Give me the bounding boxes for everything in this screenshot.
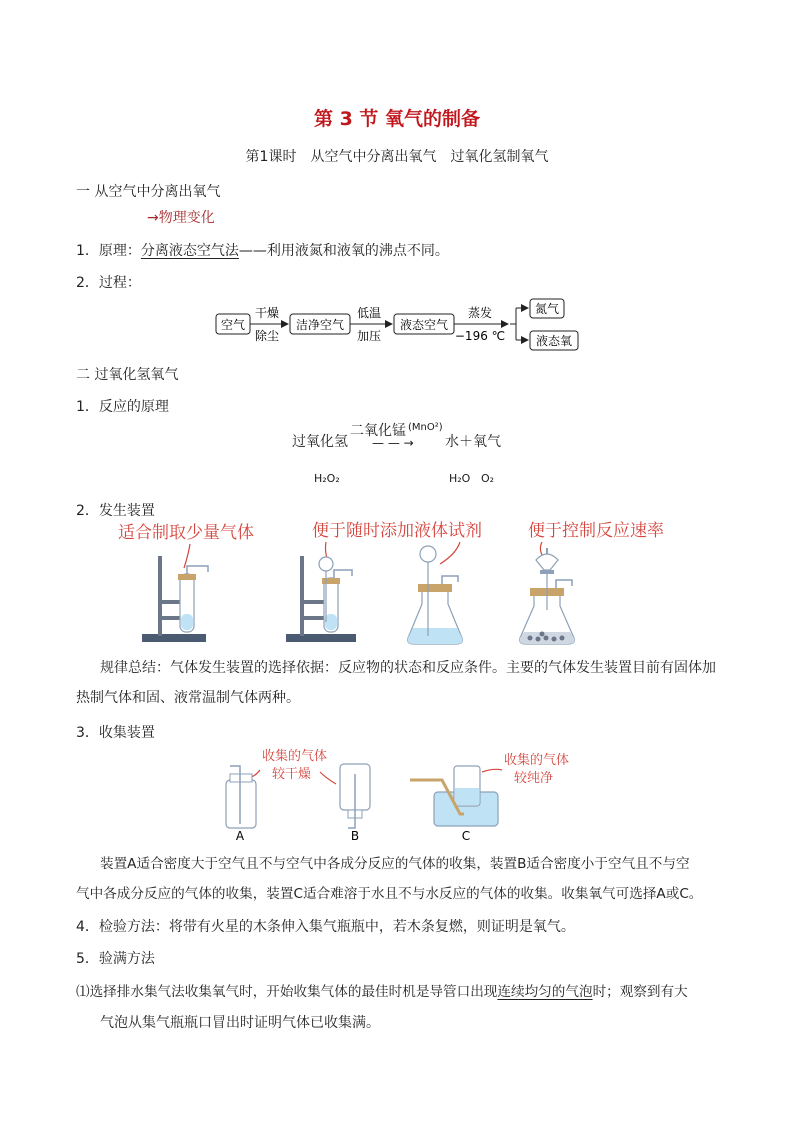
summary-line-2: 热制气体和固、液常温制气体两种。: [76, 690, 300, 706]
apparatus-2-funnel-tube: [286, 556, 356, 642]
reaction-catalyst-formula: (MnO²): [408, 422, 443, 433]
principle-num: 1．: [76, 243, 99, 259]
full-check-line-1: [76, 980, 688, 1000]
summary-line-1: 规律总结：气体发生装置的选择依据：反应物的状态和反应条件。主要的气体发生装置目前有固体加: [100, 660, 716, 676]
formula-o2: O₂: [481, 472, 495, 485]
collection-apparatus-figure: [210, 744, 590, 844]
reaction-arrow: — — →: [372, 436, 414, 450]
collect-label: 3．收集装置: [76, 725, 155, 741]
principle-method: 分离液态空气法: [140, 243, 239, 259]
apparatus-4-separatory-flask: [520, 548, 575, 644]
principle-line: [76, 240, 449, 260]
generation-apparatus-figure: [110, 514, 710, 650]
apparatus-note-2: 便于随时添加液体试剂: [312, 521, 482, 541]
reaction-catalyst: 二氧化锰: [350, 423, 406, 439]
full-check-pre: ⑴选择排水集气法收集氧气时，开始收集气体的最佳时机是导管口出现: [76, 984, 498, 1000]
physical-change-annotation: →物理变化: [147, 210, 215, 226]
collect-label-c: C: [461, 829, 471, 843]
flow-step2-top: 低温: [356, 306, 382, 320]
test-method: 4．检验方法：将带有火星的木条伸入集气瓶瓶中，若木条复燃，则证明是氧气。: [76, 919, 575, 935]
principle-rest: ——利用液氮和液氧的沸点不同。: [238, 243, 449, 259]
process-flow-diagram: [212, 296, 592, 354]
collect-desc-line-1: 装置A适合密度大于空气且不与空气中各成分反应的气体的收集，装置B适合密度小于空气且不与空: [100, 856, 690, 872]
reaction-reactant: 过氧化氢: [292, 434, 348, 450]
flow-liquid-oxygen: 液态氧: [535, 334, 573, 348]
collect-apparatus-b: [340, 764, 370, 828]
note-2b-pointer: [440, 542, 460, 564]
apparatus-3-conical-flask: [408, 546, 463, 644]
apparatus-note-1: 适合制取少量气体: [118, 523, 254, 543]
formula-h2o: H₂O: [449, 472, 471, 485]
flow-step1-top: 干燥: [254, 306, 280, 320]
full-check-label: 5．验满方法: [76, 951, 155, 967]
section1-heading: 一 从空气中分离出氧气: [76, 184, 221, 200]
collect-label-b: B: [350, 829, 360, 843]
collect-note-1-pointer-b: [320, 772, 336, 784]
full-check-line-2: 气泡从集气瓶瓶口冒出时证明气体已收集满。: [100, 1015, 380, 1031]
flow-step2-bottom: 加压: [356, 329, 382, 343]
collect-note-2-line1: 收集的气体: [504, 753, 570, 768]
apparatus-1-test-tube: [142, 556, 208, 642]
flow-step3-top: 蒸发: [467, 306, 493, 320]
reaction-label: 1．反应的原理: [76, 399, 169, 415]
flow-liquid-air: 液态空气: [399, 318, 449, 332]
collect-apparatus-a: [226, 766, 256, 828]
collect-note-2-pointer: [482, 769, 502, 772]
collect-desc-line-2: 气中各成分反应的气体的收集，装置C适合难溶于水且不与水反应的气体的收集。收集氧气可选择A或C。: [76, 886, 703, 902]
collect-apparatus-c: [410, 766, 498, 826]
collect-note-2-line2: 较纯净: [514, 771, 554, 786]
flow-step3-bottom: −196 ℃: [454, 329, 506, 343]
apparatus-note-3: 便于控制反应速率: [528, 521, 664, 541]
formula-h2o2: H₂O₂: [314, 472, 340, 485]
flow-clean-air: 洁净空气: [295, 318, 345, 332]
page-subtitle: 第1课时 从空气中分离出氧气 过氧化氢制氧气: [245, 149, 549, 165]
page-title: 第 3 节 氧气的制备: [313, 108, 481, 130]
flow-air: 空气: [220, 318, 246, 332]
section2-heading: 二 过氧化氢氧气: [76, 367, 179, 383]
collect-label-a: A: [235, 829, 245, 843]
reaction-products: 水＋氧气: [445, 434, 501, 450]
full-check-post: 时；观察到有大: [592, 984, 688, 1000]
collect-note-1-line1: 收集的气体: [262, 749, 328, 764]
principle-label: 原理：: [98, 243, 141, 259]
apparatus-label: 2．发生装置: [76, 503, 155, 519]
full-check-underlined: 连续均匀的气泡: [497, 984, 593, 1000]
collect-note-1-line2: 较干燥: [272, 767, 312, 782]
note-1-pointer: [184, 544, 190, 568]
process-label: 2．过程：: [76, 275, 141, 291]
flow-step1-bottom: 除尘: [254, 329, 280, 343]
flow-nitrogen: 氮气: [534, 302, 560, 316]
